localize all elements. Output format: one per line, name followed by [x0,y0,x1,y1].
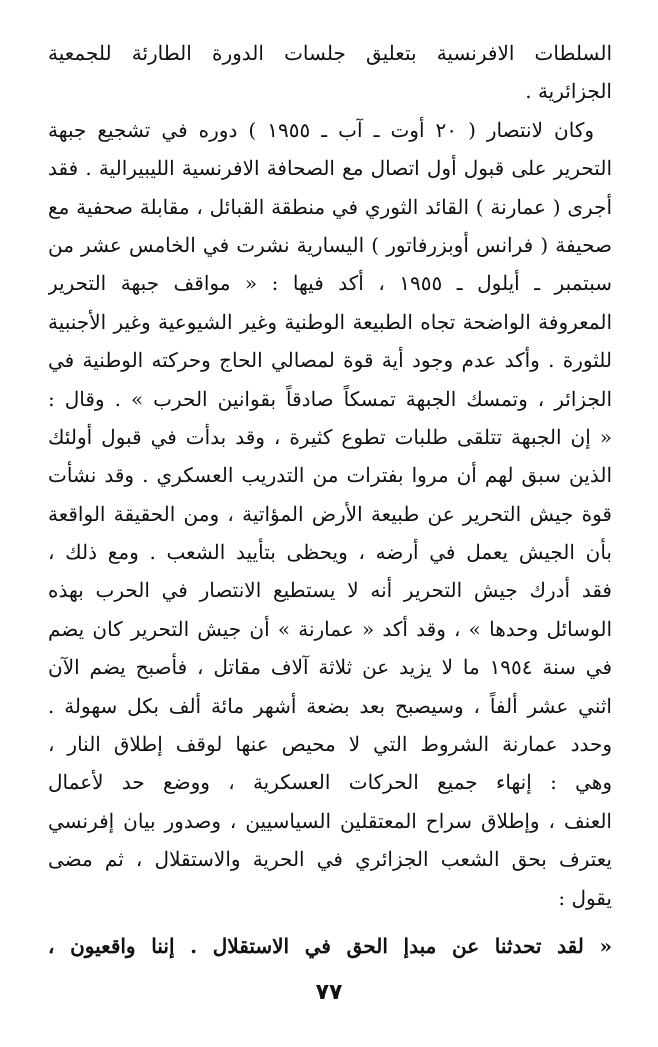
text-line: يعترف بحق الشعب الجزائري في الحرية والاستقلال ، ثم مضى [48,847,612,872]
text-line: أجرى ( عمارنة ) القائد الثوري في منطقة القبائل ، مقابلة صحفية مع [48,194,612,219]
quote-line: « لقد تحدثنا عن مبدإ الحق في الاستقلال . إننا واقعيون ، [48,933,612,958]
text-line: للثورة . وأكد عدم وجود أية قوة لمصالي الحاج وحركته الوطنية في [48,348,612,373]
text-line: فقد أدرك جيش التحرير أنه لا يستطيع الانتصار في الحرب بهذه [48,578,612,603]
text-line: قوة جيش التحرير عن طبيعة الأرض المؤاتية ، ومن الحقيقة الواقعة [48,501,612,526]
text-line: « إن الجبهة تتلقى طلبات تطوع كثيرة ، وقد بدأت في قبول أولئك [48,424,612,449]
text-line: سبتمبر ـ أيلول ـ ١٩٥٥ ، أكد فيها : « مواقف جبهة التحرير [48,271,612,296]
text-line: يقول : [558,885,612,910]
text-line: السلطات الافرنسية بتعليق جلسات الدورة الطارئة للجمعية [48,41,612,65]
text-line: التحرير على قبول أول اتصال مع الصحافة الافرنسية الليبيرالية . فقد [48,156,612,181]
page-number: ٧٧ [315,980,343,1005]
text-line: الوسائل وحدها » ، وقد أكد « عمارنة » أن جيش التحرير كان يضم [48,616,612,641]
text-line: اثني عشر ألفاً ، وسيصبح بعد بضعة أشهر مائة ألف بكل سهولة . [48,693,612,718]
text-line: وهي : إنهاء جميع الحركات العسكرية ، ووضع حد لأعمال [48,770,612,795]
text-line: المعروفة الواضحة تجاه الطبيعة الوطنية وغير الشيوعية وغير الأجنبية [48,309,612,334]
text-line: بأن الجيش يعمل في أرضه ، ويحظى بتأييد الشعب . ومع ذلك ، [48,540,612,565]
text-line: الجزائر ، وتمسك الجبهة تمسكاً صادقاً بقوانين الحرب » . وقال : [48,386,612,411]
text-line: وكان لانتصار ( ٢٠ أوت ـ آب ـ ١٩٥٥ ) دوره في تشجيع جبهة [48,117,595,142]
text-line: صحيفة ( فرانس أوبزرفاتور ) اليسارية نشرت في الخامس عشر من [48,232,612,257]
text-line: العنف ، وإطلاق سراح المعتقلين السياسيين ، وصدور بيان إفرنسي [48,808,612,833]
text-line: في سنة ١٩٥٤ ما لا يزيد عن ثلاثة آلاف مقاتل ، فأصبح يضم الآن [48,655,612,680]
text-line: وحدد عمارنة الشروط التي لا محيص عنها لوقف إطلاق النار ، [48,732,612,757]
text-line: الجزائرية . [525,79,612,104]
document-page [48,34,612,965]
text-line: الذين سبق لهم أن مروا بفترات من التدريب العسكري . وقد نشأت [48,463,612,488]
